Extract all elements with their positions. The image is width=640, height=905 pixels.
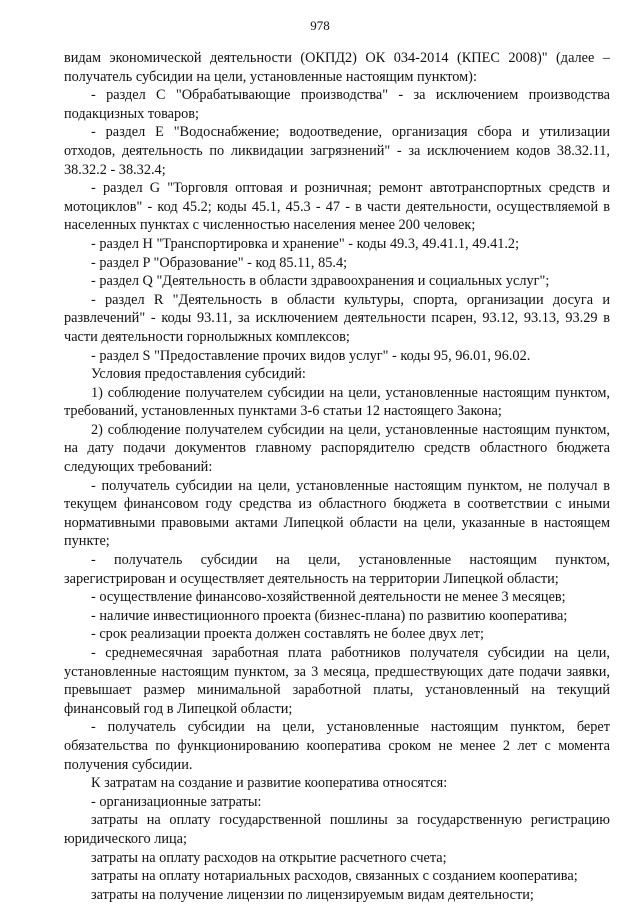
paragraph: затраты на оплату государственной пошлины за государственную регистрацию юридического лица; xyxy=(64,812,610,847)
paragraph: - раздел Е "Водоснабжение; водоотведение, организация сбора и утилизации отходов, деятельность по ликвидации загрязнений" - за исключением кодов 38.32.11, 38.32.2 - 38.32.4; xyxy=(64,124,610,178)
paragraph: затраты на получение лицензии по лицензируемым видам деятельности; xyxy=(91,886,534,903)
paragraph: Условия предоставления субсидий: xyxy=(91,366,306,383)
paragraph: - раздел H "Транспортировка и хранение" - коды 49.3, 49.41.1, 49.41.2; xyxy=(91,235,520,252)
paragraph: затраты на оплату расходов на открытие расчетного счета; xyxy=(91,849,447,866)
paragraph: затраты на оплату нотариальных расходов, связанных с созданием кооператива; xyxy=(91,868,578,885)
document-body xyxy=(64,49,610,904)
paragraph: 1) соблюдение получателем субсидии на цели, установленные настоящим пунктом, требований, установленных пунктами 3-6 статьи 12 настоящего Закона; xyxy=(64,384,610,420)
paragraph: - раздел G "Торговля оптовая и розничная; ремонт автотранспортных средств и мотоциклов" - код 45.2; коды 45.1, 45.3 - 47 - в части деятельности, осуществляемой в населенных пунктах с численностью населения менее 200 человек; xyxy=(64,180,610,234)
paragraph: - осуществление финансово-хозяйственной деятельности не менее 3 месяцев; xyxy=(91,589,566,606)
paragraph: - раздел R "Деятельность в области культуры, спорта, организации досуга и развлечений" - коды 93.11, за исключением деятельности псарен, 93.12, 93.13, 93.29 в части деятельности горнолыжных комплексов; xyxy=(64,291,610,345)
page-number: 978 xyxy=(310,18,330,33)
paragraph: - среднемесячная заработная плата работников получателя субсидии на цели, установленные настоящим пунктом, за 3 месяца, предшествующих дате подачи заявки, превышает размер минимальной заработной платы, установленный на текущий финансовый год в Липецкой области; xyxy=(64,645,610,717)
paragraph: - наличие инвестиционного проекта (бизнес-плана) по развитию кооператива; xyxy=(91,607,568,624)
paragraph: - раздел S "Предоставление прочих видов услуг" - коды 95, 96.01, 96.02. xyxy=(91,347,531,364)
paragraph: - получатель субсидии на цели, установленные настоящим пунктом, берет обязательства по функционированию кооператива сроком не менее 2 лет с момента получения субсидии. xyxy=(64,719,610,773)
paragraph: К затратам на создание и развитие кооператива относятся: xyxy=(91,775,448,792)
paragraph: - организационные затраты: xyxy=(91,793,262,810)
paragraph: - раздел Q "Деятельность в области здравоохранения и социальных услуг"; xyxy=(91,273,550,290)
paragraph: 2) соблюдение получателем субсидии на цели, установленные настоящим пунктом, на дату подачи документов главному распорядителю средств областного бюджета следующих требований: xyxy=(64,421,610,476)
paragraph: - получатель субсидии на цели, установленные настоящим пунктом, не получал в текущем финансовом году средства из областного бюджета в соответствии с иными нормативными правовыми актами Липецкой области на цели, указанные в настоящем пункте; xyxy=(64,477,610,550)
paragraph: - раздел P "Образование" - код 85.11, 85.4; xyxy=(91,254,348,271)
paragraph: - получатель субсидии на цели, установленные настоящим пунктом, зарегистрирован и осуществляет деятельность на территории Липецкой области; xyxy=(64,552,610,587)
paragraph: видам экономической деятельности (ОКПД2) ОК 034-2014 (КПЕС 2008)" (далее – получатель субсидии на цели, установленные настоящим пунктом): xyxy=(64,50,610,85)
paragraph: - раздел С "Обрабатывающие производства" - за исключением производства подакцизных товаров; xyxy=(64,87,610,122)
paragraph: - срок реализации проекта должен составлять не более двух лет; xyxy=(91,626,485,643)
